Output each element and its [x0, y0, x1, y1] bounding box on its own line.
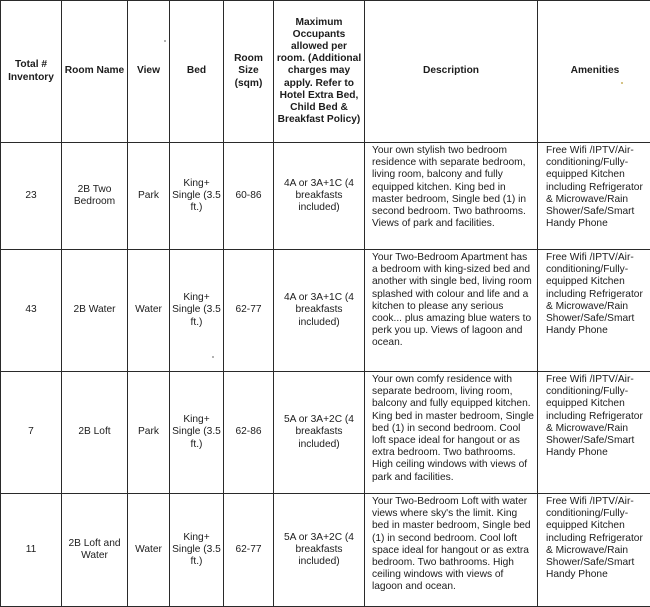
view-cell: Water — [128, 250, 170, 372]
header-row — [1, 1, 650, 143]
scan-speck — [212, 356, 214, 358]
occupants-cell: 5A or 3A+2C (4 breakfasts included) — [274, 372, 365, 494]
bed-cell: King+ Single (3.5 ft.) — [170, 250, 224, 372]
header-total-inventory: Total # Inventory — [1, 1, 62, 143]
occupants-cell: 4A or 3A+1C (4 breakfasts included) — [274, 250, 365, 372]
scan-speck — [621, 82, 623, 84]
occupants-cell: 5A or 3A+2C (4 breakfasts included) — [274, 494, 365, 607]
room-name-cell: 2B Loft and Water — [62, 494, 128, 607]
room-name-cell: 2B Water — [62, 250, 128, 372]
room-name-cell: 2B Loft — [62, 372, 128, 494]
table-row — [1, 372, 650, 494]
table-row — [1, 250, 650, 372]
description-cell: Your Two-Bedroom Loft with water views where sky's the limit. King bed in master bedroom, Single bed (1) in second bedroom. Cool loft space ideal for hangout or as extra bedroom. Two bathrooms. High ceiling windows with views of lagoon and ocean. — [365, 494, 538, 607]
amenities-cell: Free Wifi /IPTV/Air-conditioning/Fully-equipped Kitchen including Refrigerator & Microwave/Rain Shower/Safe/Smart Handy Phone — [538, 250, 650, 372]
description-cell: Your own comfy residence with separate bedroom, living room, balcony and fully equipped kitchen. King bed in master bedroom, Single bed (1) in second bedroom. Cool loft space ideal for hangout or as extra bedroom. Two bathrooms. High ceiling windows with views of park and facilities. — [365, 372, 538, 494]
bed-cell: King+ Single (3.5 ft.) — [170, 372, 224, 494]
bed-cell: King+ Single (3.5 ft.) — [170, 494, 224, 607]
room-size-cell: 62-86 — [224, 372, 274, 494]
header-room-size: Room Size (sqm) — [224, 1, 274, 143]
view-cell: Park — [128, 143, 170, 250]
inventory-cell: 11 — [1, 494, 62, 607]
view-cell: Water — [128, 494, 170, 607]
inventory-cell: 43 — [1, 250, 62, 372]
room-size-cell: 60-86 — [224, 143, 274, 250]
header-amenities: Amenities — [538, 1, 650, 143]
view-cell: Park — [128, 372, 170, 494]
room-name-cell: 2B Two Bedroom — [62, 143, 128, 250]
bed-cell: King+ Single (3.5 ft.) — [170, 143, 224, 250]
header-max-occupants: Maximum Occupants allowed per room. (Additional charges may apply. Refer to Hotel Extra Bed, Child Bed & Breakfast Policy) — [274, 1, 365, 143]
inventory-cell: 7 — [1, 372, 62, 494]
amenities-cell: Free Wifi /IPTV/Air-conditioning/Fully-equipped Kitchen including Refrigerator & Microwave/Rain Shower/Safe/Smart Handy Phone — [538, 372, 650, 494]
description-cell: Your Two-Bedroom Apartment has a bedroom with king-sized bed and another with single bed, living room splashed with colour and life and a kitchen to please any serious cook... plus amazing blue waters to perk you up. Views of lagoon and ocean. — [365, 250, 538, 372]
table-row — [1, 143, 650, 250]
amenities-cell: Free Wifi /IPTV/Air-conditioning/Fully-equipped Kitchen including Refrigerator & Microwave/Rain Shower/Safe/Smart Handy Phone — [538, 494, 650, 607]
header-room-name: Room Name — [62, 1, 128, 143]
header-bed: Bed — [170, 1, 224, 143]
room-size-cell: 62-77 — [224, 494, 274, 607]
table-row — [1, 494, 650, 607]
header-view: View — [128, 1, 170, 143]
scan-speck — [164, 40, 166, 42]
header-description: Description — [365, 1, 538, 143]
room-size-cell: 62-77 — [224, 250, 274, 372]
description-cell: Your own stylish two bedroom residence with separate bedroom, living room, balcony and fully equipped kitchen. King bed in master bedroom, Single bed (1) in second bedroom. Two bathrooms. Views of park and facilities. — [365, 143, 538, 250]
inventory-cell: 23 — [1, 143, 62, 250]
occupants-cell: 4A or 3A+1C (4 breakfasts included) — [274, 143, 365, 250]
amenities-cell: Free Wifi /IPTV/Air-conditioning/Fully-equipped Kitchen including Refrigerator & Microwave/Rain Shower/Safe/Smart Handy Phone — [538, 143, 650, 250]
